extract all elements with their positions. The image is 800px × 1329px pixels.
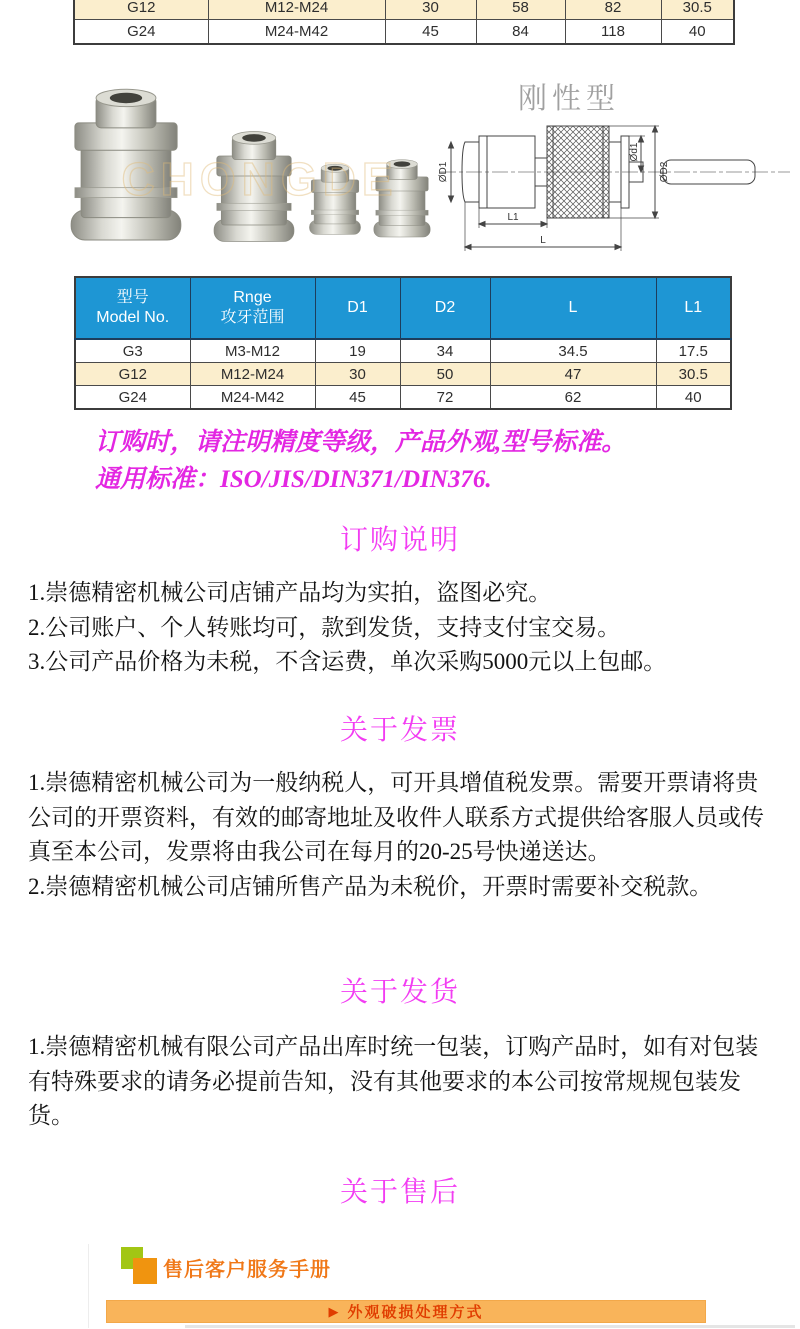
- header-l1: L1: [656, 277, 731, 339]
- cell-d1: 45: [385, 20, 476, 45]
- banner-label: 外观破损处理方式: [347, 1304, 484, 1321]
- cell-d2: 34: [400, 339, 490, 363]
- cell-l: 34.5: [490, 339, 656, 363]
- cell-model: G24: [74, 20, 208, 45]
- cell-d1: 30: [385, 0, 476, 20]
- cell-model: G12: [75, 363, 190, 386]
- dim-label-l1: L1: [507, 212, 519, 223]
- table-row: [74, 0, 734, 20]
- header-l: L: [490, 277, 656, 339]
- table-row: [75, 386, 731, 410]
- section-heading-ordering: 订购说明: [339, 525, 460, 556]
- table-row: [75, 363, 731, 386]
- header-model-cn: 型号: [116, 289, 149, 306]
- section-heading-invoice: 关于发票: [339, 715, 460, 746]
- cell-d2: 72: [400, 386, 490, 410]
- section-shipping-body: [28, 1030, 780, 1134]
- cell-l1: 40: [656, 386, 731, 410]
- spec-table: [74, 276, 732, 410]
- cell-model: G3: [75, 339, 190, 363]
- cell-l: 47: [490, 363, 656, 386]
- section-heading-shipping: 关于发货: [339, 977, 460, 1008]
- aftersales-service-card: [88, 1244, 800, 1328]
- cell-range: M24-M42: [190, 386, 315, 410]
- play-triangle-icon: ▶: [328, 1303, 339, 1319]
- cell-model: G24: [75, 386, 190, 410]
- cell-l1: 40: [661, 20, 734, 45]
- cell-l1: 30.5: [661, 0, 734, 20]
- cell-d2: 58: [476, 0, 565, 20]
- paragraph: 1.崇德精密机械有限公司产品出库时统一包装，订购产品时，如有对包装有特殊要求的请务必提前告知，没有其他要求的本公司按常规规包装发货。: [28, 1034, 759, 1128]
- dim-label-d1-small: Ød1: [629, 142, 640, 162]
- cell-l1: 30.5: [656, 363, 731, 386]
- header-model: [75, 277, 190, 339]
- section-ordering-body: [28, 576, 780, 680]
- paragraph: 1.崇德精密机械公司为一般纳税人，可开具增值税发票。需要开票请将贵公司的开票资料，有效的邮寄地址及收件人联系方式提供给客服人员或传真至本公司，发票将由我公司在每月的20-25号快递送达。: [28, 770, 764, 864]
- squares-icon: [121, 1247, 161, 1289]
- cell-d1: 45: [315, 386, 400, 410]
- cell-d1: 30: [315, 363, 400, 386]
- table-header-row: [75, 277, 731, 339]
- section-invoice-body: [28, 766, 780, 904]
- header-model-en: Model No.: [96, 309, 170, 326]
- ordering-note: [95, 424, 626, 498]
- header-range-cn: 攻牙范围: [220, 309, 285, 326]
- service-manual-title: 售后客户服务手册: [163, 1259, 331, 1281]
- dim-label-d1-outer: ØD1: [438, 161, 449, 183]
- cell-l: 82: [565, 0, 661, 20]
- cell-d1: 19: [315, 339, 400, 363]
- cell-range: M24-M42: [208, 20, 385, 45]
- cell-range: M12-M24: [190, 363, 315, 386]
- header-range-en: Rnge: [233, 289, 272, 306]
- cell-l: 118: [565, 20, 661, 45]
- table-row: [74, 20, 734, 45]
- paragraph: 2.公司账户、个人转账均可，款到发货，支持支付宝交易。: [28, 614, 621, 640]
- watermark: CHONGDE: [121, 153, 399, 205]
- cell-range: M12-M24: [208, 0, 385, 20]
- cell-l: 62: [490, 386, 656, 410]
- ordering-note-line2: 通用标准：ISO/JIS/DIN371/DIN376.: [95, 466, 492, 493]
- cell-d2: 84: [476, 20, 565, 45]
- damage-handling-banner: [106, 1300, 706, 1323]
- ordering-note-line1: 订购时，请注明精度等级，产品外观,型号标准。: [95, 429, 627, 456]
- drawing-type-label: 刚性型: [518, 83, 621, 115]
- header-d1: D1: [315, 277, 400, 339]
- cell-l1: 17.5: [656, 339, 731, 363]
- section-heading-aftersales: 关于售后: [339, 1177, 460, 1208]
- cell-d2: 50: [400, 363, 490, 386]
- dim-label-l: L: [540, 235, 546, 246]
- product-photo: [48, 75, 438, 250]
- paragraph: 1.崇德精密机械公司店铺产品均为实拍，盗图必究。: [28, 580, 552, 605]
- paragraph: 3.公司产品价格为未税，不含运费，单次采购5000元以上包邮。: [28, 649, 667, 674]
- header-range: [190, 277, 315, 339]
- cell-range: M3-M12: [190, 339, 315, 363]
- header-d2: D2: [400, 277, 490, 339]
- technical-drawing: [435, 102, 795, 267]
- orange-square-icon: [133, 1258, 157, 1284]
- cutoff-content-edge: [185, 1325, 795, 1328]
- dim-label-d2: ØD2: [659, 161, 670, 183]
- paragraph: 2.崇德精密机械公司店铺所售产品为未税价，开票时需要补交税款。: [28, 873, 713, 899]
- spec-table-partial: [73, 0, 735, 45]
- table-row: [75, 339, 731, 363]
- cell-model: G12: [74, 0, 208, 20]
